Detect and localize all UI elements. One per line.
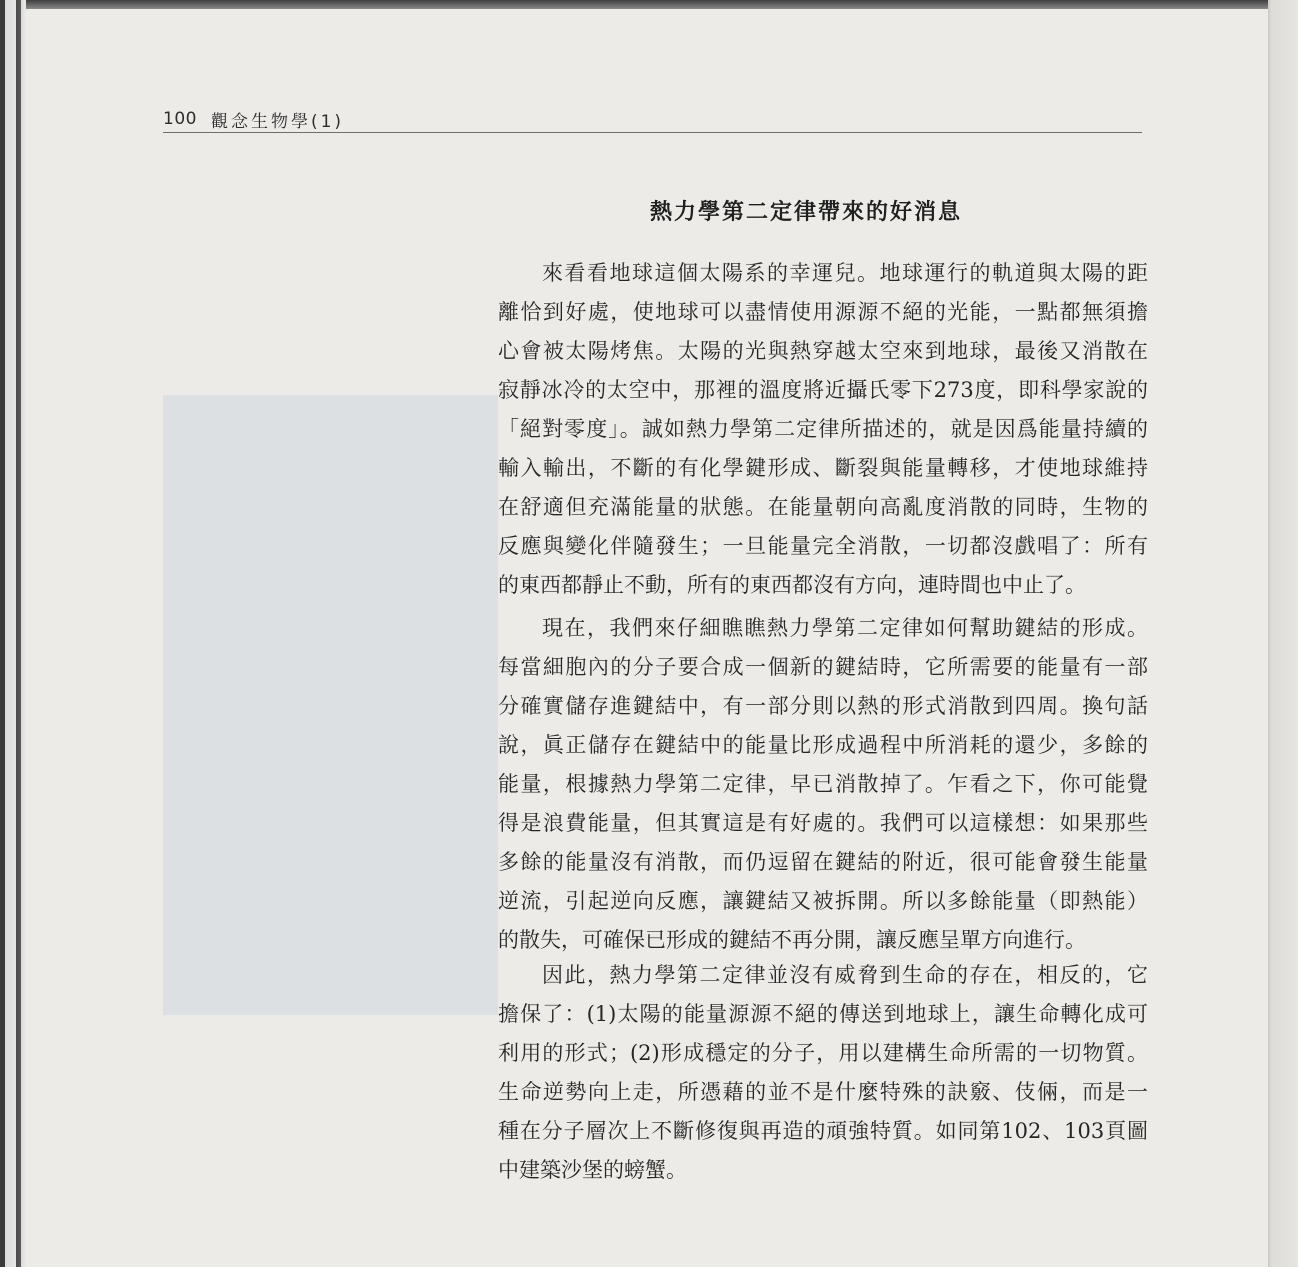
header-rule (163, 132, 1142, 133)
text-line: 反應與變化伴隨發生；一旦能量完全消散，一切都沒戲唱了：所有 (498, 534, 1148, 558)
text-line: 說，眞正儲存在鍵結中的能量比形成過程中所消耗的還少，多餘的 (498, 733, 1148, 757)
text-line: 擔保了：(1)太陽的能量源源不絕的傳送到地球上，讓生命轉化成可 (498, 1002, 1148, 1026)
text-line: 現在，我們來仔細瞧瞧熱力學第二定律如何幫助鍵結的形成。 (542, 616, 1148, 640)
text-line: 的東西都靜止不動，所有的東西都沒有方向，連時間也中止了。 (498, 573, 1086, 597)
text-line: 輸入輸出，不斷的有化學鍵形成、斷裂與能量轉移，才使地球維持 (498, 456, 1148, 480)
text-line: 離恰到好處，使地球可以盡情使用源源不絕的光能，一點都無須擔 (498, 300, 1148, 324)
book-binding-edge (0, 0, 26, 1267)
paragraph (498, 609, 1148, 960)
text-line: 種在分子層次上不斷修復與再造的頑強特質。如同第102、103頁圖 (498, 1119, 1148, 1143)
text-line: 生命逆勢向上走，所憑藉的並不是什麼特殊的訣竅、伎倆，而是一 (498, 1080, 1148, 1104)
section-title: 熱力學第二定律帶來的好消息 (650, 200, 963, 225)
text-line: 能量，根據熱力學第二定律，早已消散掉了。乍看之下，你可能覺 (498, 772, 1148, 796)
book-title: 觀念生物學(1) (210, 111, 345, 132)
bleed-through-panel (163, 395, 498, 1015)
page-header (163, 106, 1142, 132)
text-line: 因此，熱力學第二定律並沒有威脅到生命的存在，相反的，它 (542, 963, 1148, 987)
text-line: 心會被太陽烤焦。太陽的光與熱穿越太空來到地球，最後又消散在 (498, 339, 1148, 363)
text-line: 來看看地球這個太陽系的幸運兒。地球運行的軌道與太陽的距 (542, 261, 1148, 285)
text-line: 多餘的能量沒有消散，而仍逗留在鍵結的附近，很可能會發生能量 (498, 850, 1148, 874)
text-line: 得是浪費能量，但其實這是有好處的。我們可以這樣想：如果那些 (498, 811, 1148, 835)
text-line: 的散失，可確保已形成的鍵結不再分開，讓反應呈單方向進行。 (498, 928, 1086, 952)
text-line: 逆流，引起逆向反應，讓鍵結又被拆開。所以多餘能量（即熱能） (498, 889, 1148, 913)
page-right-edge (1268, 0, 1298, 1267)
text-line: 「絕對零度」。誠如熱力學第二定律所描述的，就是因爲能量持續的 (498, 417, 1148, 441)
text-line: 利用的形式；(2)形成穩定的分子，用以建構生命所需的一切物質。 (498, 1041, 1148, 1065)
paragraph (498, 956, 1148, 1190)
paragraph (498, 254, 1148, 605)
text-line: 每當細胞內的分子要合成一個新的鍵結時，它所需要的能量有一部 (498, 655, 1148, 679)
scan-top-edge (0, 0, 1298, 9)
text-line: 分確實儲存進鍵結中，有一部分則以熱的形式消散到四周。換句話 (498, 694, 1148, 718)
page-number: 100 (163, 109, 197, 129)
text-line: 在舒適但充滿能量的狀態。在能量朝向高亂度消散的同時，生物的 (498, 495, 1148, 519)
text-line: 寂靜冰冷的太空中，那裡的溫度將近攝氏零下273度，即科學家說的 (498, 378, 1148, 402)
text-line: 中建築沙堡的螃蟹。 (498, 1158, 687, 1182)
